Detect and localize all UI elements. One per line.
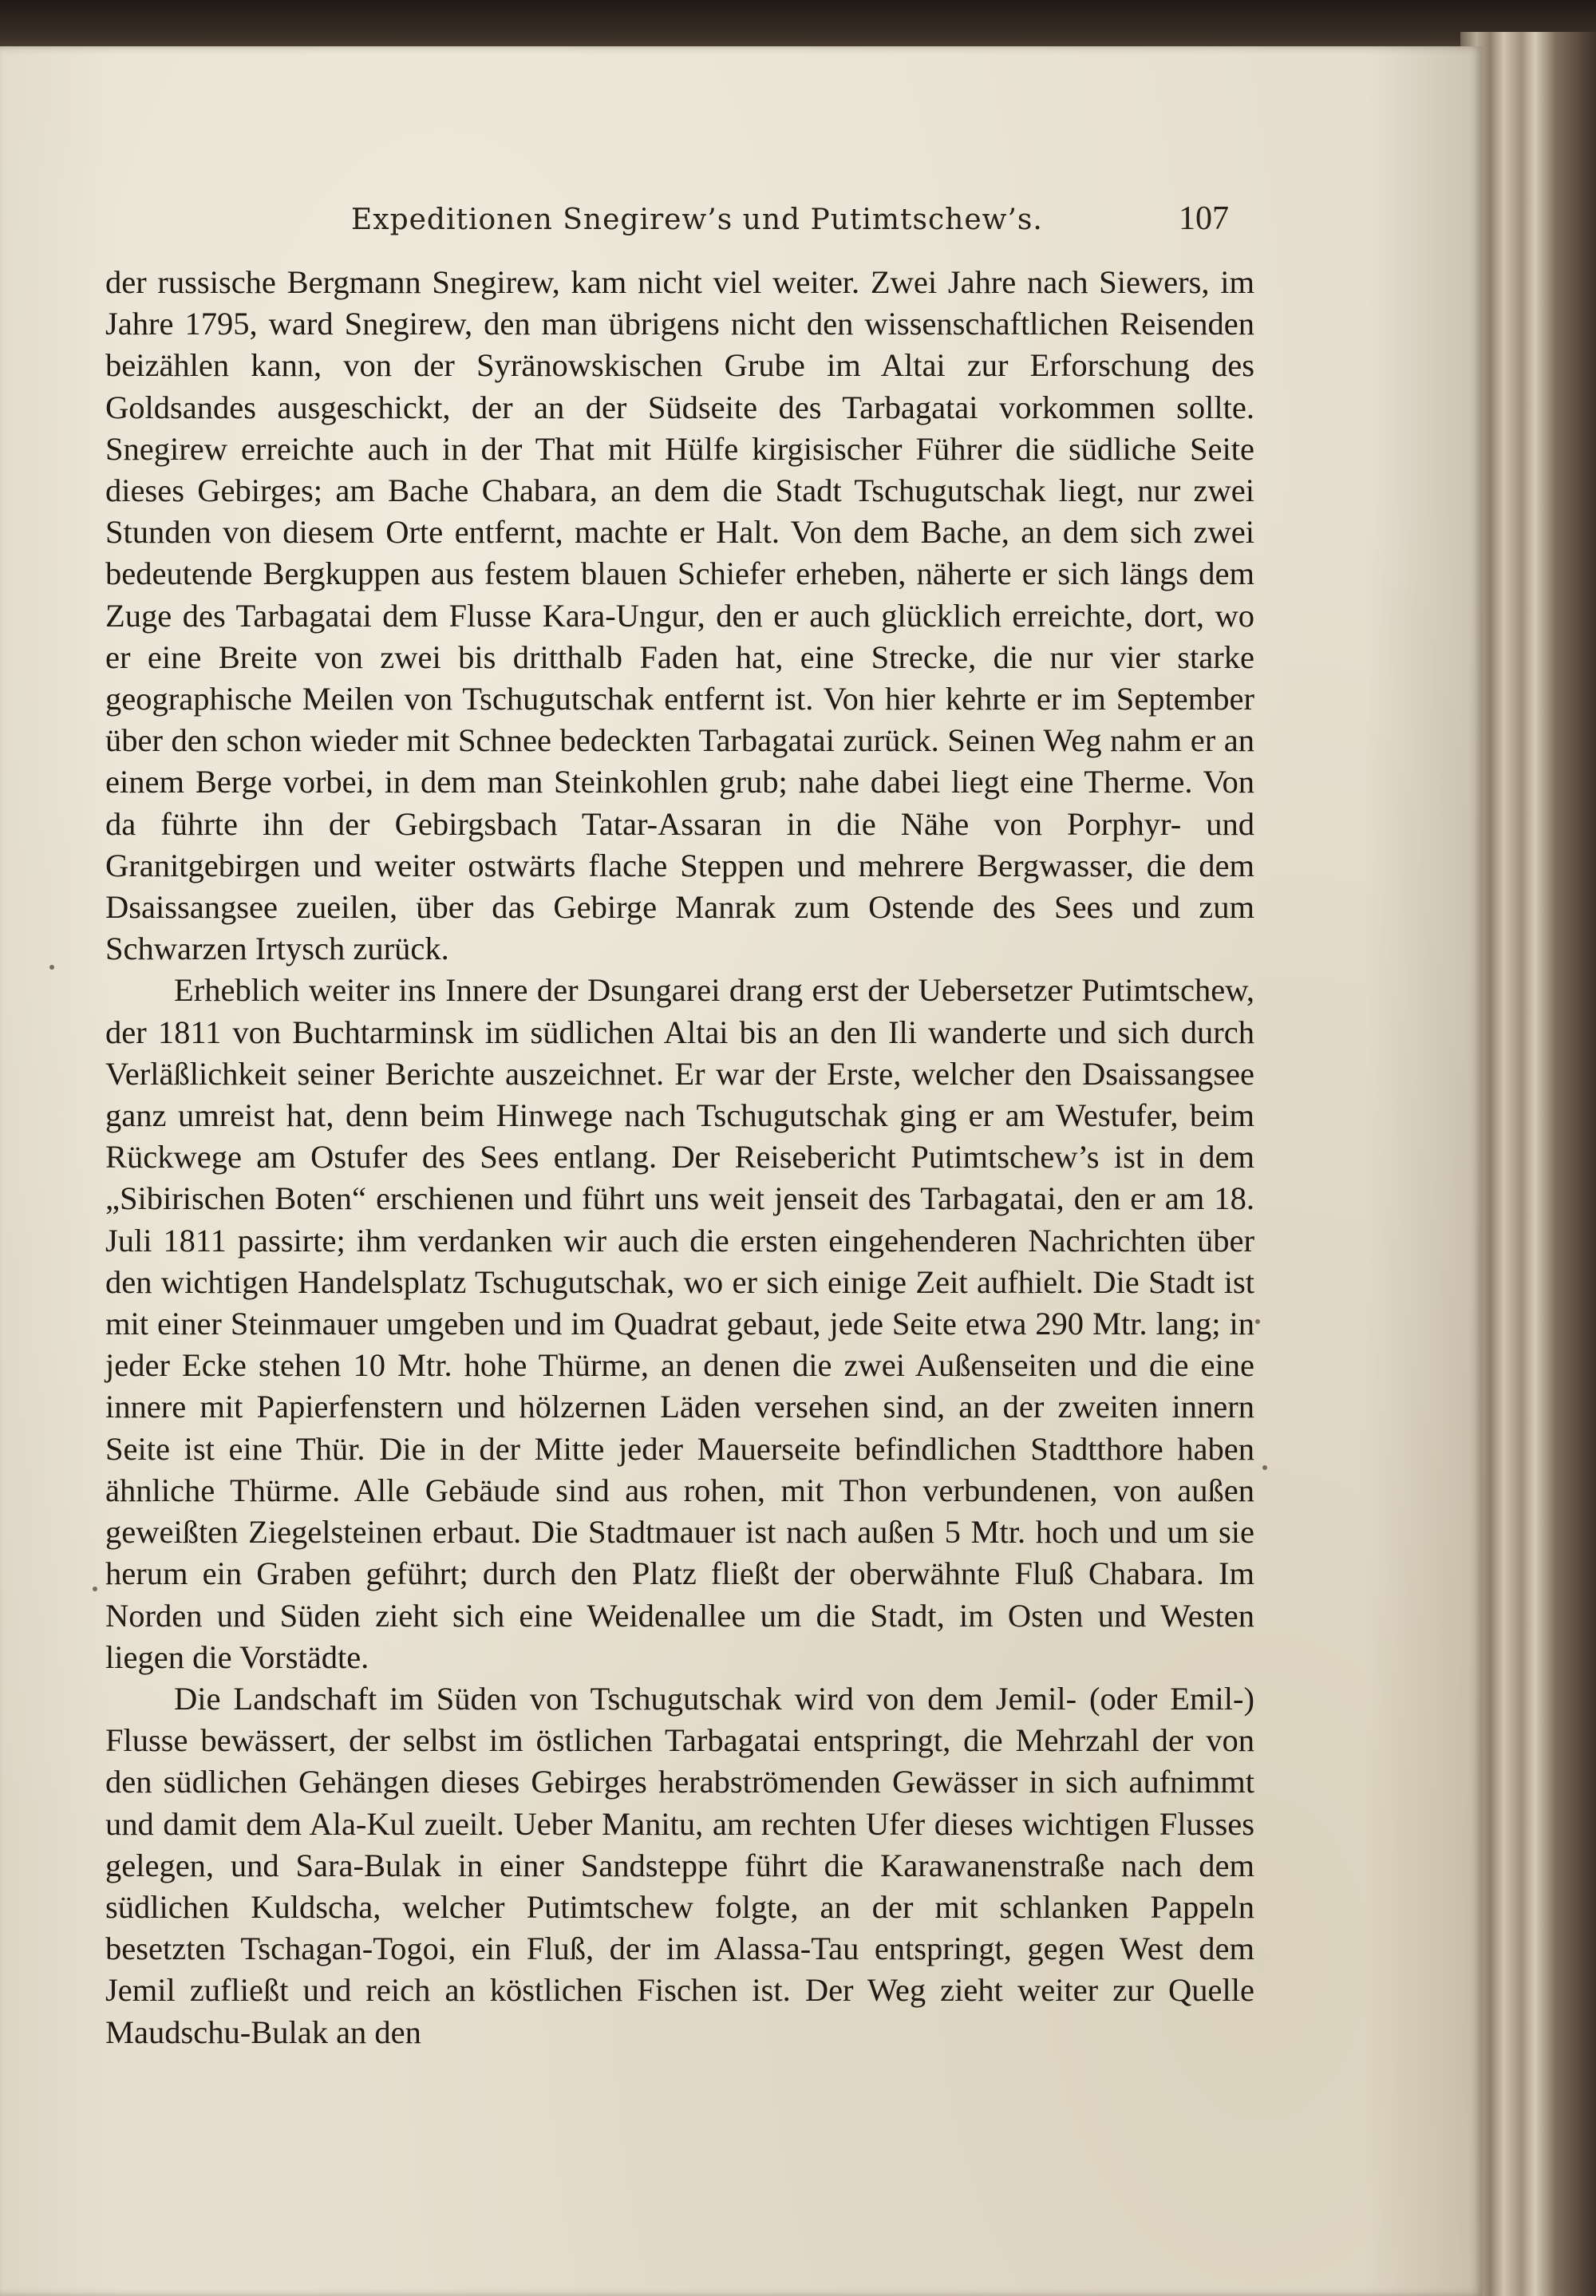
body-text	[105, 262, 1254, 2053]
paragraph-2: Erheblich weiter ins Innere der Dsungarei drang erst der Uebersetzer Putimtschew, der 1811 von Buchtarminsk im südlichen Altai bis an den Ili wanderte und sich durch Verläßlichkeit seiner Berichte auszeichnet. Er war der Erste, welcher den Dsaissangsee ganz umreist hat, denn beim Hinwege nach Tschugutschak ging er am Westufer, beim Rückwege am Ostufer des Sees entlang. Der Reisebericht Putimtschew’s ist in dem „Sibirischen Boten“ erschienen und führt uns weit jenseit des Tarbagatai, den er am 18. Juli 1811 passirte; ihm verdanken wir auch die ersten eingehenderen Nachrichten über den wichtigen Handelsplatz Tschugutschak, wo er sich einige Zeit aufhielt. Die Stadt ist mit einer Steinmauer umgeben und im Quadrat gebaut, jede Seite etwa 290 Mtr. lang; in jeder Ecke stehen 10 Mtr. hohe Thürme, an denen die zwei Außenseiten und die eine innere mit Papierfenstern und hölzernen Läden versehen sind, an der zweiten innern Seite ist eine Thür. Die in der Mitte jeder Mauerseite befindlichen Stadtthore haben ähnliche Thürme. Alle Gebäude sind aus rohen, mit Thon verbundenen, von außen geweißten Ziegelsteinen erbaut. Die Stadtmauer ist nach außen 5 Mtr. hoch und um sie herum ein Graben geführt; durch den Platz fließt der oberwähnte Fluß Chabara. Im Norden und Süden zieht sich eine Weidenallee um die Stadt, im Osten und Westen liegen die Vorstädte.	[105, 972, 1254, 1675]
page-sheet	[0, 46, 1483, 2296]
page-number: 107	[1179, 200, 1229, 237]
paper-speck	[1255, 1319, 1260, 1324]
paragraph-1: der russische Bergmann Snegirew, kam nicht viel weiter. Zwei Jahre nach Siewers, im Jahre 1795, ward Snegirew, den man übrigens nicht den wissenschaftlichen Reisenden beizählen kann, von der Syränowskischen Grube im Altai zur Erforschung des Goldsandes ausgeschickt, der an der Südseite des Tarbagatai vorkommen sollte. Snegirew erreichte auch in der That mit Hülfe kirgisischer Führer die südliche Seite dieses Gebirges; am Bache Chabara, an dem die Stadt Tschugutschak liegt, nur zwei Stunden von diesem Orte entfernt, machte er Halt. Von dem Bache, an dem sich zwei bedeutende Bergkuppen aus festem blauen Schiefer erheben, näherte er sich längs dem Zuge des Tarbagatai dem Flusse Kara-Ungur, den er auch glücklich erreichte, dort, wo er eine Breite von zwei bis dritthalb Faden hat, eine Strecke, die nur vier starke geographische Meilen von Tschugutschak entfernt ist. Von hier kehrte er im September über den schon wieder mit Schnee bedeckten Tarbagatai zurück. Seinen Weg nahm er an einem Berge vorbei, in dem man Steinkohlen grub; nahe dabei liegt eine Therme. Von da führte ihn der Gebirgsbach Tatar-Assaran in die Nähe von Porphyr- und Granitgebirgen und weiter ostwärts flache Steppen und mehrere Bergwasser, die dem Dsaissangsee zueilen, über das Gebirge Manrak zum Ostende des Sees und zum Schwarzen Irtysch zurück.	[105, 264, 1254, 967]
paper-speck	[49, 965, 54, 970]
paragraph-3: Die Landschaft im Süden von Tschugutschak wird von dem Jemil- (oder Emil-) Flusse bewässert, der selbst im östlichen Tarbagatai entspringt, die Mehrzahl der von den südlichen Gehängen dieses Gebirges herabströmenden Gewässer in sich aufnimmt und damit dem Ala-Kul zueilt. Ueber Manitu, am rechten Ufer dieses wichtigen Flusses gelegen, und Sara-Bulak in einer Sandsteppe führt die Karawanenstraße nach dem südlichen Kuldscha, welcher Putimtschew folgte, an der mit schlanken Pappeln besetzten Tschagan-Togoi, ein Fluß, der im Alassa-Tau entspringt, gegen West dem Jemil zufließt und reich an köstlichen Fischen ist. Der Weg zieht weiter zur Quelle Maudschu-Bulak an den	[105, 1680, 1254, 2050]
running-header: Expeditionen Snegirew’s und Putimtschew’s.	[351, 204, 1043, 236]
paper-speck	[1262, 1465, 1267, 1470]
paper-speck	[93, 1587, 97, 1591]
page-header	[351, 200, 1229, 247]
